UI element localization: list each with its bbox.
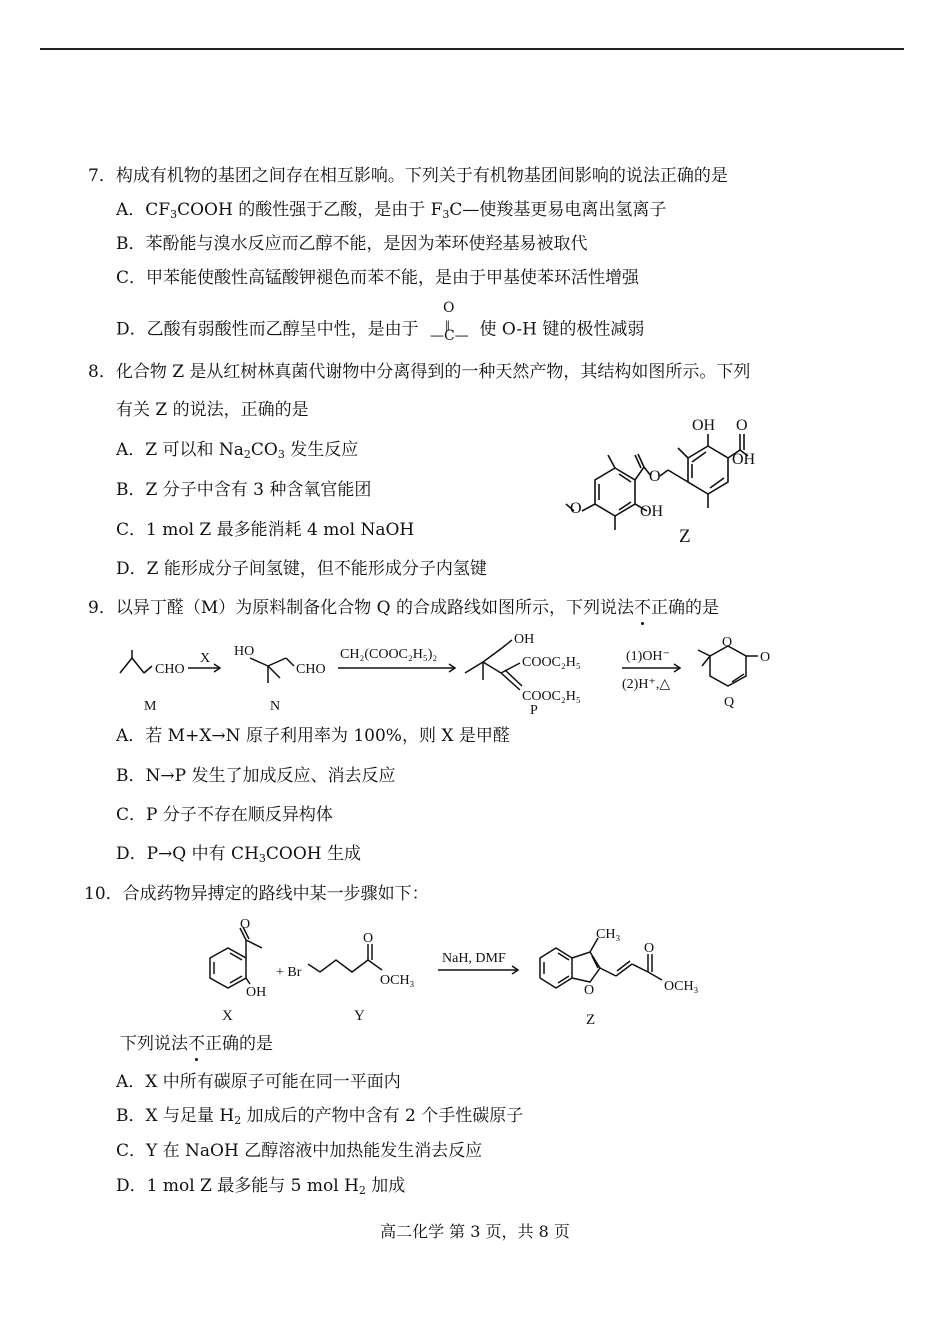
step-2: (2)H⁺,△ bbox=[622, 677, 671, 692]
q9-option-c: C．P 分子不存在顺反异构体 bbox=[116, 805, 333, 825]
z-oh-bottom: OH bbox=[640, 503, 664, 520]
q8-option-c: C．1 mol Z 最多能消耗 4 mol NaOH bbox=[116, 520, 415, 540]
q10-option-d: D．1 mol Z 最多能与 5 mol $H_2$ 加成 bbox=[116, 1176, 406, 1197]
n-ho: HO bbox=[234, 644, 255, 659]
p-ester-2: COOC₂H₅ bbox=[522, 689, 581, 704]
z-ch3: CH₃ bbox=[596, 927, 621, 942]
n-cho: CHO bbox=[296, 662, 326, 677]
q10-reaction-scheme bbox=[180, 918, 740, 1028]
q9-synthesis-scheme bbox=[110, 628, 800, 718]
step-1: (1)OH⁻ bbox=[626, 649, 670, 664]
q10-option-c: C．Y 在 NaOH 乙醇溶液中加热能发生消去反应 bbox=[116, 1141, 483, 1161]
z-oh-top: OH bbox=[692, 417, 716, 434]
q8-stem-line1: 8．化合物 Z 是从红树林真菌代谢物中分离得到的一种天然产物，其结构如图所示。下列 bbox=[88, 362, 751, 382]
q-carbonyl-o: O bbox=[760, 650, 771, 665]
top-rule bbox=[40, 48, 904, 50]
z-ester-o: O bbox=[649, 468, 661, 485]
q8-option-a: A．Z 可以和 $Na_2CO_3$ 发生反应 bbox=[116, 440, 359, 461]
q9-stem: 9．以异丁醛（M）为原料制备化合物 Q 的合成路线如图所示，下列说法不正确的是 bbox=[88, 598, 719, 618]
q10-stem: 10．合成药物异搏定的路线中某一步骤如下： bbox=[84, 884, 429, 904]
q8-option-d: D．Z 能形成分子间氢键，但不能形成分子内氢键 bbox=[116, 559, 487, 579]
q10-option-a: A．X 中所有碳原子可能在同一平面内 bbox=[116, 1072, 401, 1092]
m-cho: CHO bbox=[155, 662, 185, 677]
q7-stem: 7．构成有机物的基团之间存在相互影响。下列关于有机物基团间影响的说法正确的是 bbox=[88, 166, 728, 186]
x-oh: OH bbox=[246, 985, 267, 1000]
p-oh: OH bbox=[514, 632, 535, 647]
reagent-x: X bbox=[200, 651, 211, 666]
carbonyl-group: O ‖ —C— bbox=[430, 300, 469, 344]
q-ring-o: O bbox=[722, 635, 733, 650]
z-ring-o: O bbox=[584, 983, 595, 998]
x-carbonyl-o: O bbox=[240, 918, 251, 932]
compound-z-structure bbox=[540, 410, 780, 555]
y-och3: OCH₃ bbox=[380, 973, 415, 988]
q7-option-b: B．苯酚能与溴水反应而乙醇不能，是因为苯环使羟基易被取代 bbox=[116, 234, 588, 254]
p-ester-1: COOC₂H₅ bbox=[522, 655, 581, 670]
q8-stem-line2: 有关 Z 的说法，正确的是 bbox=[116, 400, 309, 420]
label-x: X bbox=[222, 1008, 233, 1024]
q9-option-d: D．P→Q 中有 $CH_3COOH$ 生成 bbox=[116, 844, 362, 865]
page-footer: 高二化学 第 3 页，共 8 页 bbox=[380, 1222, 570, 1241]
q7-option-a: A．$CF_3COOH$ 的酸性强于乙酸，是由于 $F_3C—$使羧基更易电离出氢离子 bbox=[116, 200, 667, 221]
z-o-top: O bbox=[736, 417, 748, 434]
q10-option-b: B．X 与足量 $H_2$ 加成后的产物中含有 2 个手性碳原子 bbox=[116, 1106, 524, 1127]
q10-sub-stem: 下列说法不正确的是 bbox=[120, 1034, 273, 1054]
q7-option-d: D．乙酸有弱酸性而乙醇呈中性，是由于 O ‖ —C— 使 O-H 键的极性减弱 bbox=[116, 300, 645, 344]
label-z: Z bbox=[586, 1012, 596, 1028]
y-carbonyl-o: O bbox=[363, 931, 374, 946]
label-p: P bbox=[530, 703, 538, 718]
q9-option-a: A．若 M+X→N 原子利用率为 100%，则 X 是甲醛 bbox=[116, 726, 510, 746]
z-oh-right: OH bbox=[732, 451, 756, 468]
plus-br: + Br bbox=[276, 965, 302, 980]
z-label: Z bbox=[679, 526, 691, 547]
q7-option-c: C．甲苯能使酸性高锰酸钾褪色而苯不能，是由于甲基使苯环活性增强 bbox=[116, 268, 640, 288]
z-ether-o: O bbox=[570, 500, 582, 517]
q9-option-b: B．N→P 发生了加成反应、消去反应 bbox=[116, 766, 396, 786]
label-y: Y bbox=[354, 1008, 365, 1024]
z-carbonyl-o: O bbox=[644, 941, 655, 956]
label-n: N bbox=[270, 699, 281, 714]
label-q: Q bbox=[724, 695, 735, 710]
malonate-reagent: CH₂(COOC₂H₅)₂ bbox=[340, 647, 438, 662]
label-m: M bbox=[144, 699, 157, 714]
z-och3: OCH₃ bbox=[664, 979, 699, 994]
q8-option-b: B．Z 分子中含有 3 种含氧官能团 bbox=[116, 480, 372, 500]
reagent-nah-dmf: NaH, DMF bbox=[442, 951, 506, 966]
